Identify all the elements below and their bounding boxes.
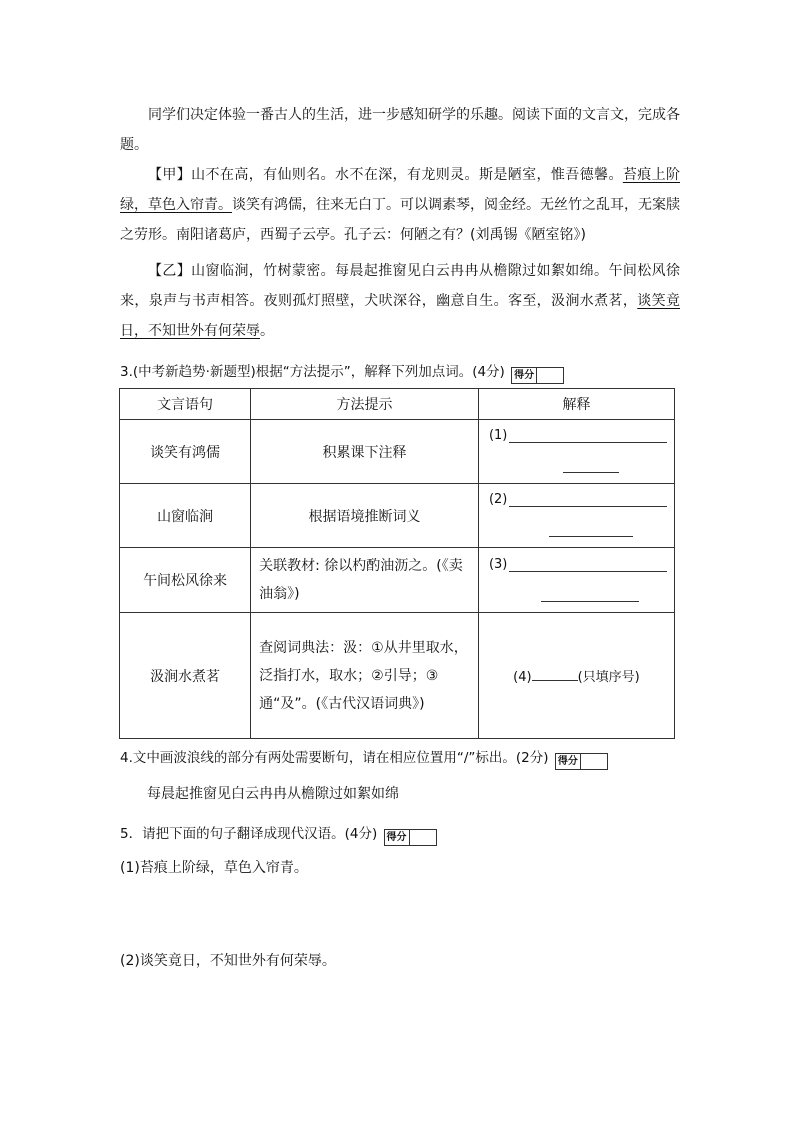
answer-blank-line[interactable] bbox=[549, 524, 633, 537]
answer-blank-line[interactable] bbox=[509, 559, 667, 572]
table-row bbox=[120, 484, 675, 548]
table-row bbox=[120, 613, 675, 739]
answer-blank-line[interactable] bbox=[541, 589, 639, 602]
answer-cell[interactable] bbox=[478, 613, 674, 739]
score-label: 得分 bbox=[556, 754, 581, 769]
answer-hint: (只填序号) bbox=[577, 670, 640, 685]
question-3-text: 3.(中考新趋势·新题型)根据“方法提示”，解释下列加点词。(4分) bbox=[120, 364, 505, 380]
method-cell: 查阅词典法：汲：①从井里取水，泛指打水，取水；②引导；③通“及”。(《古代汉语词典》) bbox=[251, 613, 479, 739]
sentence-cell: 山窗临涧 bbox=[120, 484, 251, 548]
table-header: 解释 bbox=[478, 389, 674, 420]
passage-yi bbox=[120, 256, 680, 346]
score-label: 得分 bbox=[512, 368, 537, 383]
method-cell: 根据语境推断词义 bbox=[251, 484, 479, 548]
passage-yi-underlined: 谈笑竟日，不知世外有何荣辱 bbox=[120, 293, 681, 339]
passage-jia bbox=[120, 160, 680, 250]
q5-item-1: (1)苔痕上阶绿，草色入帘青。 bbox=[120, 860, 308, 876]
passage-yi-text-2: 。 bbox=[260, 323, 274, 339]
passage-yi-text-1: 山窗临涧，竹树蒙密。每晨起推窗见白云冉冉从檐隙过如絮如绵。午间松风徐来，泉声与书声相答。夜则孤灯照壁，犬吠深谷，幽意自生。客至，汲涧水煮茗， bbox=[120, 263, 681, 309]
answer-blank-line[interactable] bbox=[509, 430, 667, 443]
passage-jia-tag: 【甲】 bbox=[148, 167, 192, 183]
q5-item-2: (2)谈笑竟日，不知世外有何荣辱。 bbox=[120, 953, 336, 969]
score-box-q5[interactable] bbox=[384, 829, 437, 846]
passage-jia-underlined: 苔痕上阶绿，草色入帘青。 bbox=[120, 167, 681, 213]
answer-number: (1) bbox=[488, 428, 508, 443]
question-4 bbox=[120, 746, 680, 770]
table-header: 方法提示 bbox=[251, 389, 479, 420]
passage-jia-text-2: 谈笑有鸿儒，往来无白丁。可以调素琴，阅金经。无丝竹之乱耳，无案牍之劳形。南阳诸葛庐，西蜀子云亭。孔子云：何陋之有？(刘禹锡《陋室铭》) bbox=[120, 197, 680, 243]
answer-number: (2) bbox=[488, 492, 508, 507]
answer-blank-line[interactable] bbox=[563, 460, 619, 473]
passage-yi-tag: 【乙】 bbox=[148, 263, 192, 279]
answer-blank-line[interactable] bbox=[532, 668, 578, 681]
method-table bbox=[119, 388, 675, 739]
table-header: 文言语句 bbox=[120, 389, 251, 420]
sentence-cell: 汲涧水煮茗 bbox=[120, 613, 251, 739]
method-cell: 关联教材: 徐以杓酌油沥之。(《卖油翁》) bbox=[251, 548, 479, 613]
passage-jia-text-1: 山不在高，有仙则名。水不在深，有龙则灵。斯是陋室，惟吾德馨。 bbox=[191, 167, 623, 183]
sentence-cell: 午间松风徐来 bbox=[120, 548, 251, 613]
answer-blank-line[interactable] bbox=[509, 494, 667, 507]
table-header-row bbox=[120, 389, 675, 420]
question-3 bbox=[120, 360, 680, 384]
method-cell: 积累课下注释 bbox=[251, 420, 479, 484]
answer-number: (3) bbox=[488, 556, 508, 572]
score-box-q4[interactable] bbox=[555, 753, 608, 770]
intro-paragraph bbox=[120, 100, 680, 160]
answer-number: (4) bbox=[513, 670, 532, 685]
answer-cell[interactable] bbox=[478, 548, 674, 613]
sentence-cell: 谈笑有鸿儒 bbox=[120, 420, 251, 484]
score-label: 得分 bbox=[385, 830, 410, 845]
question-4-text: 4.文中画波浪线的部分有两处需要断句，请在相应位置用“/”标出。(2分) bbox=[120, 750, 549, 766]
score-box-q3[interactable] bbox=[511, 367, 564, 384]
answer-cell[interactable] bbox=[478, 484, 674, 548]
answer-cell[interactable] bbox=[478, 420, 674, 484]
question-5 bbox=[120, 822, 680, 846]
question-5-text: 5．请把下面的句子翻译成现代汉语。(4分) bbox=[120, 826, 378, 842]
table-row bbox=[120, 548, 675, 613]
q4-sentence[interactable]: 每晨起推窗见白云冉冉从檐隙过如絮如绵 bbox=[147, 786, 399, 802]
intro-text: 同学们决定体验一番古人的生活，进一步感知研学的乐趣。阅读下面的文言文，完成各题。 bbox=[120, 107, 680, 153]
table-row bbox=[120, 420, 675, 484]
